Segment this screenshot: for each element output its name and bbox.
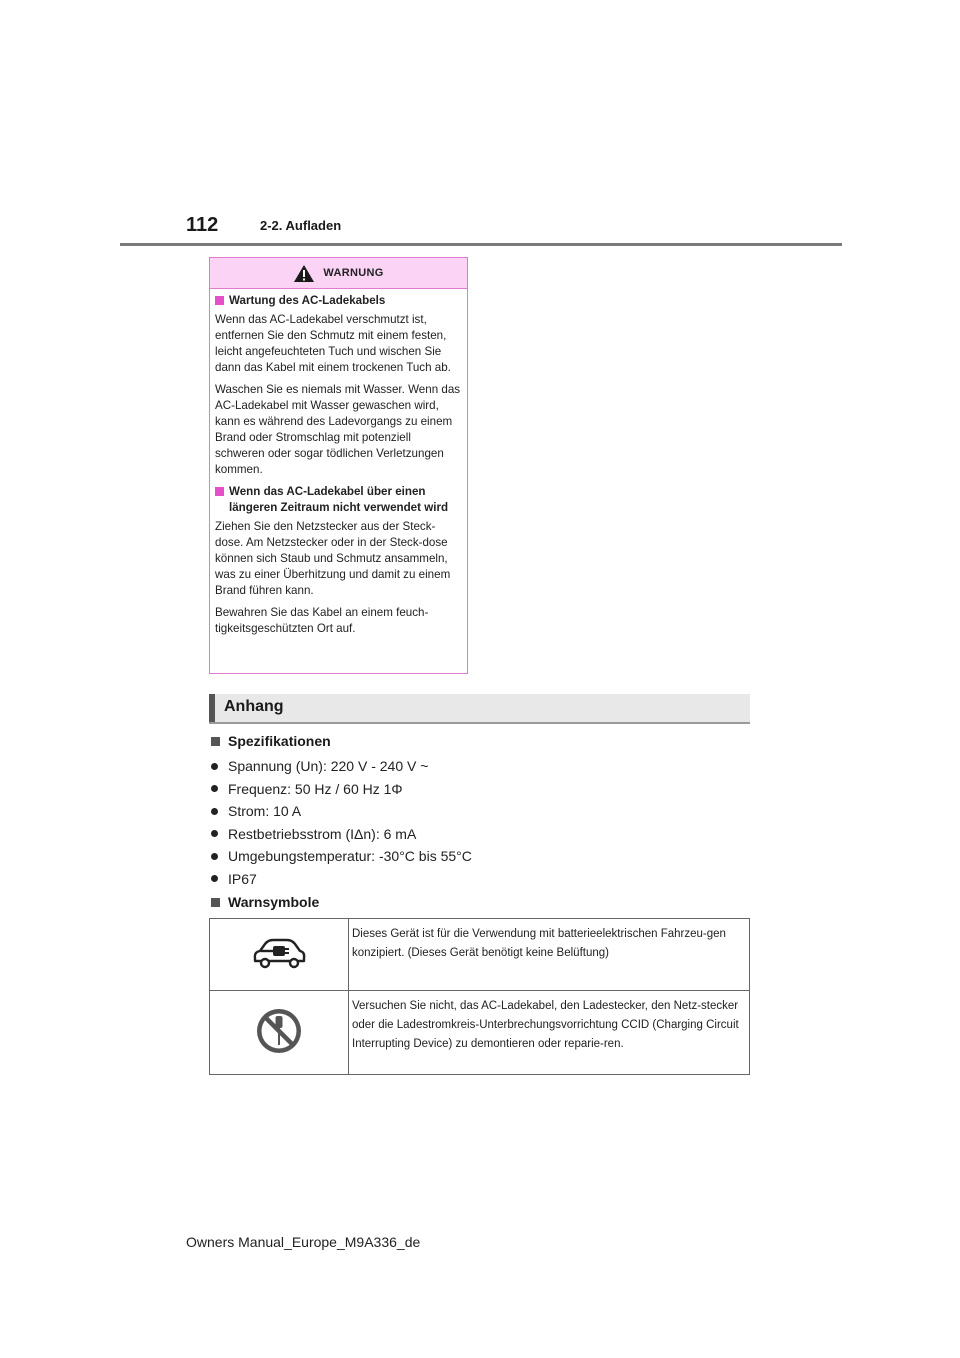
- table-cell-text: Dieses Gerät ist für die Verwendung mit batterieelektrischen Fahrzeu-gen konzipiert. (Dieses Gerät benötigt keine Belüftung): [349, 919, 750, 991]
- header-rule: [120, 243, 842, 246]
- list-item: [211, 868, 472, 891]
- gray-square-icon: [211, 898, 220, 907]
- section-title: 2-2. Aufladen: [260, 218, 342, 233]
- table-cell-text: Versuchen Sie nicht, das AC-Ladekabel, den Ladestecker, den Netz-stecker oder die Ladestromkreis-Unterbrechungsvorrichtung CCID (Charging Circuit Interrupting Device) zu demontieren oder reparie-ren.: [349, 991, 750, 1075]
- warning-heading-text: Wartung des AC-Ladekabels: [229, 294, 386, 307]
- symbols-heading: [211, 894, 319, 910]
- warning-paragraph: Waschen Sie es niemals mit Wasser. Wenn das AC-Ladekabel mit Wasser gewaschen wird, kann es während des Ladevorgangs zu einem Brand oder Stromschlag mit potenziell schweren oder sogar tödlichen Verletzungen kommen.: [215, 383, 461, 476]
- no-disassembly-icon: [255, 1007, 303, 1055]
- specs-list: [211, 755, 472, 890]
- warning-title: WARNUNG: [323, 267, 384, 279]
- warning-paragraph: Wenn das AC-Ladekabel verschmutzt ist, entfernen Sie den Schmutz mit einem festen, leicht angefeuchteten Tuch und wischen Sie dann das Kabel mit einem trockenen Tuch ab.: [215, 313, 451, 374]
- warning-paragraph: Bewahren Sie das Kabel an einem feuch-tigkeitsgeschützten Ort auf.: [215, 606, 429, 635]
- warning-triangle-icon: [293, 264, 315, 283]
- bullet-icon: [211, 830, 218, 837]
- list-item: [211, 800, 472, 823]
- bullet-icon: [211, 808, 218, 815]
- symbols-table: [209, 918, 750, 1075]
- heading-accent: [209, 694, 215, 722]
- bullet-icon: [211, 763, 218, 770]
- warning-paragraph: Ziehen Sie den Netzstecker aus der Steck-dose. Am Netzstecker oder in der Steck-dose können sich Staub und Schmutz ansammeln, was zu einer Überhitzung und damit zu einem Brand führen kann.: [215, 520, 451, 597]
- bullet-icon: [211, 853, 218, 860]
- spec-text: Strom: 10 A: [228, 803, 302, 820]
- spec-text: Umgebungstemperatur: -30°C bis 55°C: [228, 848, 472, 865]
- specs-heading: [211, 733, 331, 749]
- list-item: [211, 823, 472, 846]
- spec-text: IP67: [228, 870, 257, 887]
- table-row: [210, 919, 750, 991]
- warning-heading: [215, 484, 462, 516]
- page-number: 112: [186, 214, 219, 236]
- list-item: [211, 845, 472, 868]
- warning-box: [209, 257, 468, 674]
- appendix-title: Anhang: [224, 698, 284, 715]
- warning-heading-text: Wenn das AC-Ladekabel über einen längeren Zeitraum nicht verwendet wird: [229, 485, 449, 514]
- symbols-heading-text: Warnsymbole: [228, 894, 320, 910]
- table-cell-icon: [210, 919, 349, 991]
- appendix-heading-bar: [209, 694, 750, 724]
- pink-square-icon: [215, 487, 224, 496]
- footer-document-id: Owners Manual_Europe_M9A336_de: [186, 1234, 421, 1250]
- bullet-icon: [211, 875, 218, 882]
- spec-text: Spannung (Un): 220 V - 240 V ~: [228, 758, 429, 775]
- list-item: [211, 755, 472, 778]
- spec-text: Restbetriebsstrom (IΔn): 6 mA: [228, 825, 417, 842]
- gray-square-icon: [211, 737, 220, 746]
- warning-header: [210, 258, 467, 289]
- bullet-icon: [211, 785, 218, 792]
- table-cell-icon: [210, 991, 349, 1075]
- table-row: [210, 991, 750, 1075]
- electric-vehicle-icon: [251, 936, 307, 970]
- warning-heading: [215, 293, 462, 309]
- spec-text: Frequenz: 50 Hz / 60 Hz 1Φ: [228, 780, 403, 797]
- pink-square-icon: [215, 296, 224, 305]
- list-item: [211, 778, 472, 801]
- specs-heading-text: Spezifikationen: [228, 733, 331, 749]
